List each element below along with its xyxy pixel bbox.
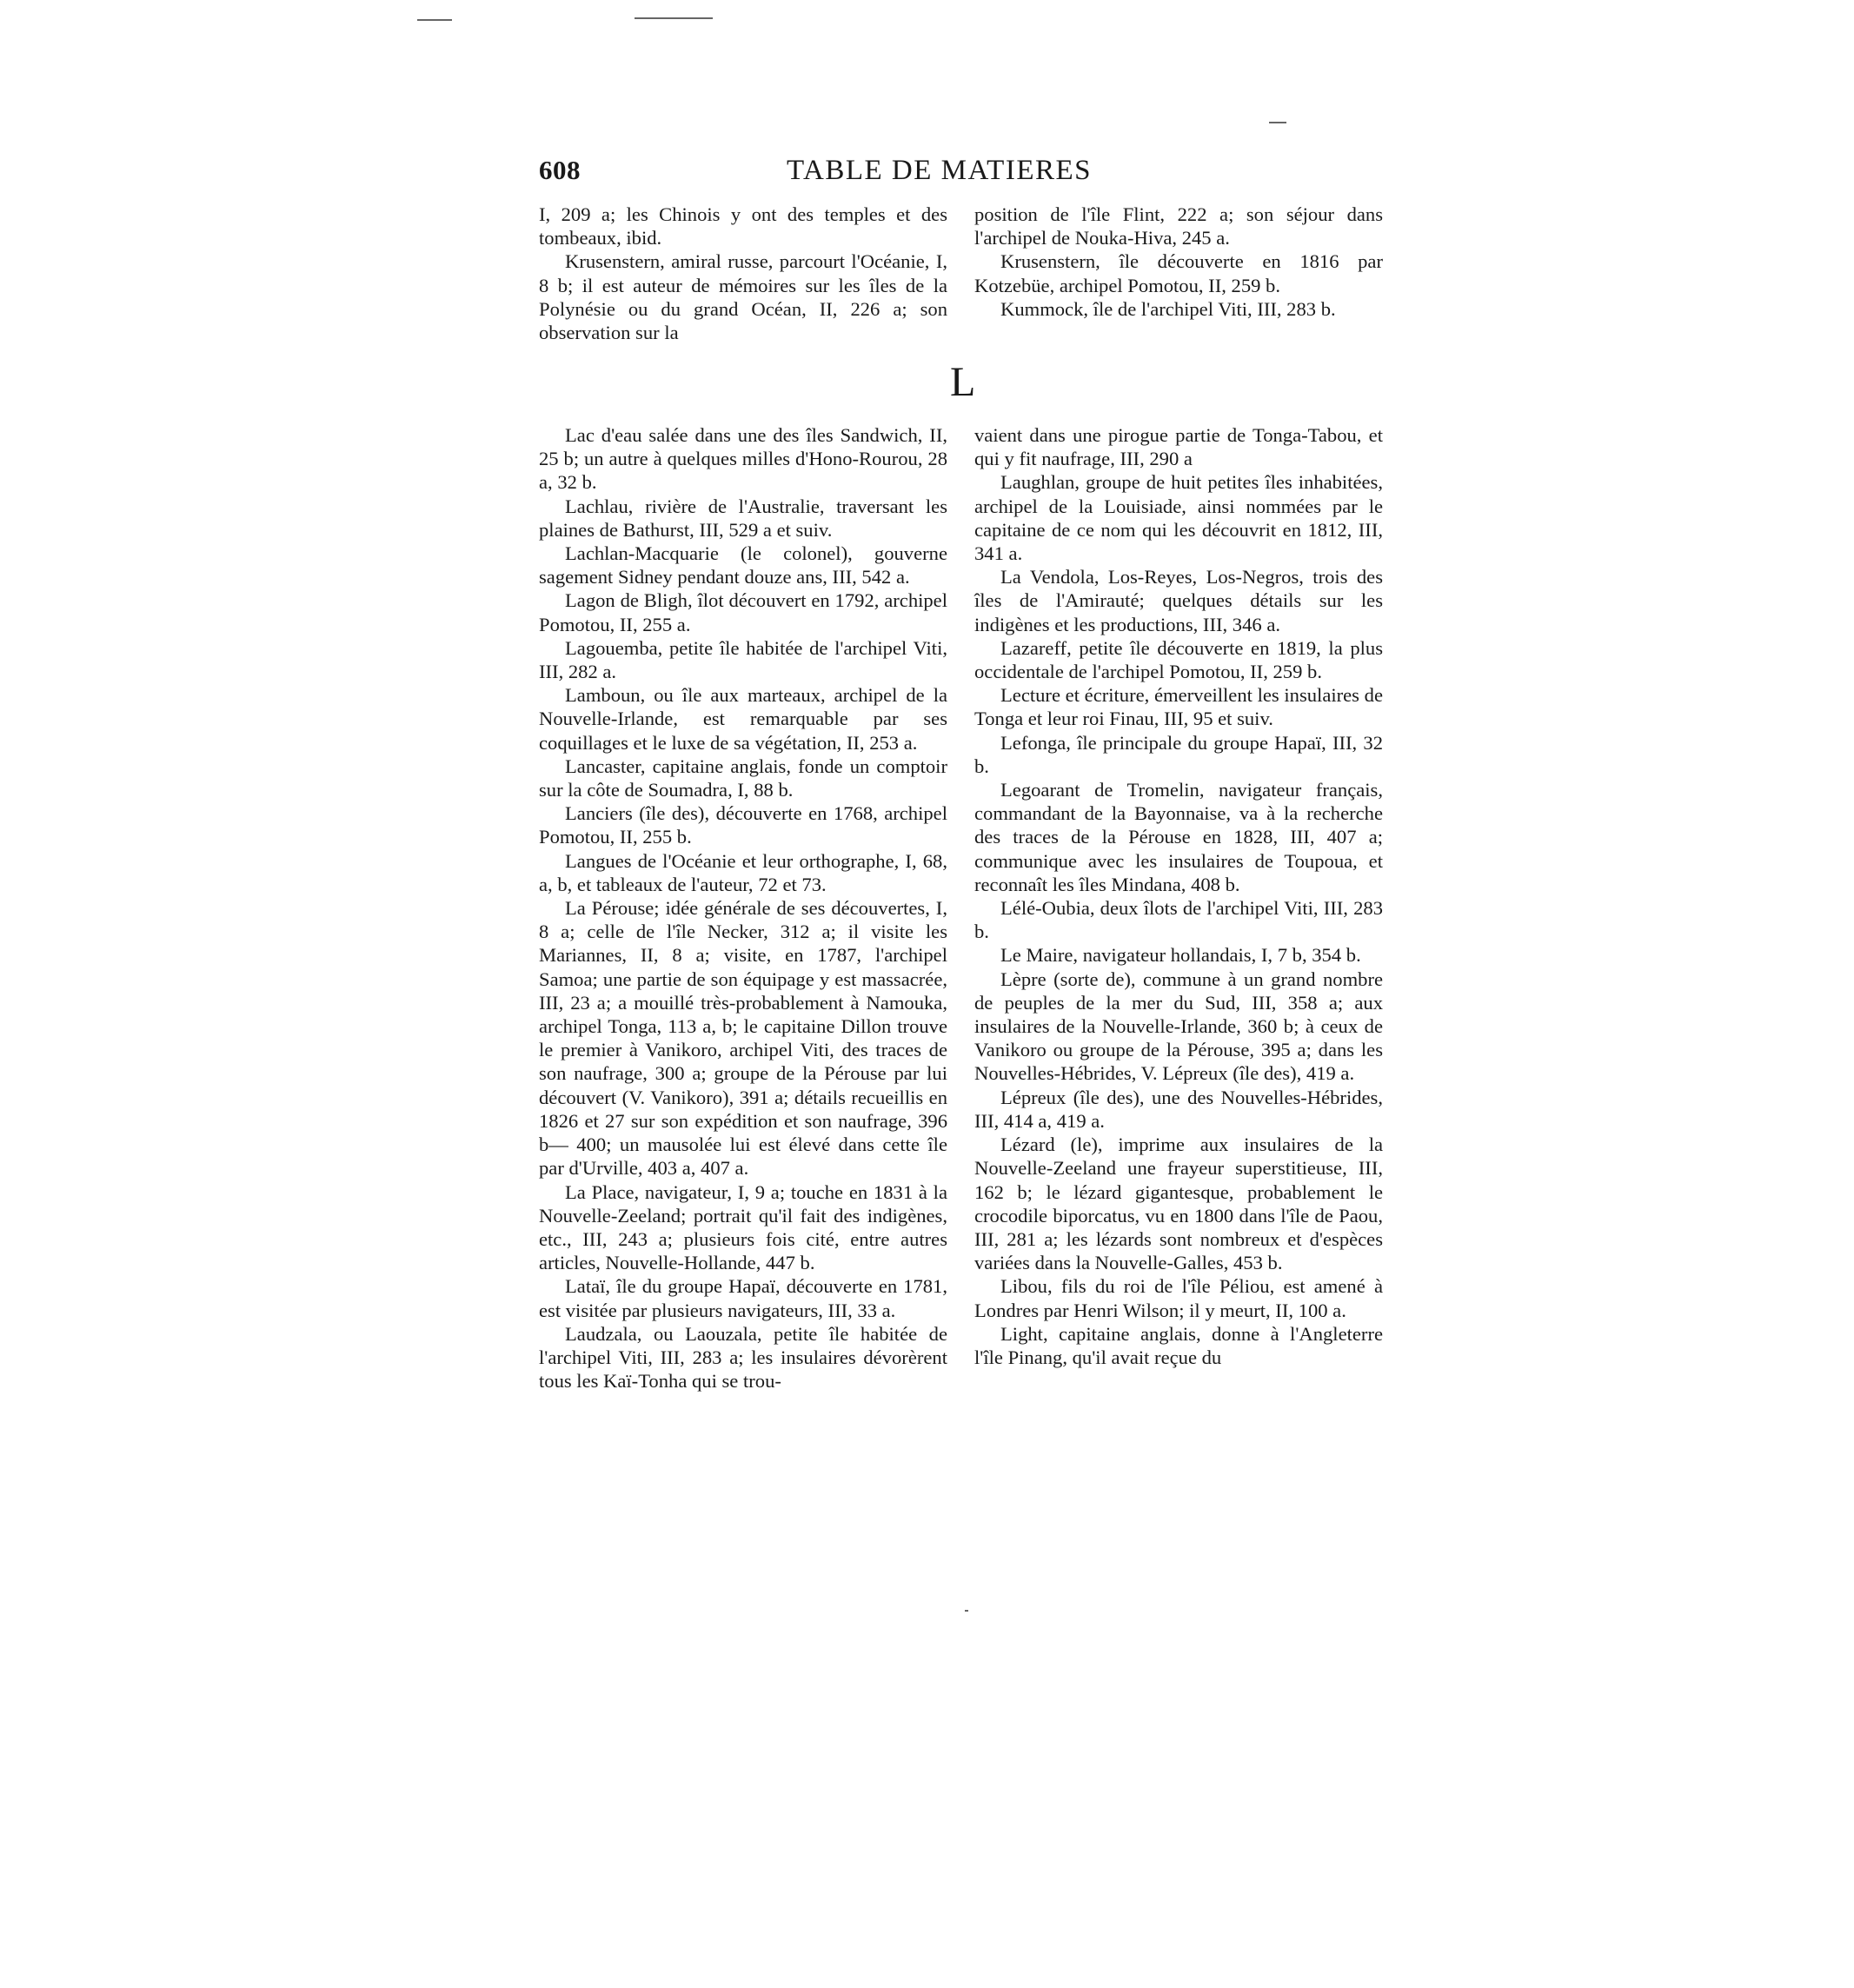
index-entry: Lecture et écriture, émerveillent les insulaires de Tonga et leur roi Finau, III, 95 et suiv. bbox=[974, 684, 1383, 730]
index-entry: La Place, navigateur, I, 9 a; touche en 1831 à la Nouvelle-Zeeland; portrait qu'il fait des indigènes, etc., III, 243 a; plusieurs fois cité, entre autres articles, Nouvelle-Hollande, 447 b. bbox=[539, 1180, 947, 1274]
section-letter-heading: L bbox=[950, 359, 976, 405]
index-entry: Kummock, île de l'archipel Viti, III, 283 b. bbox=[1000, 297, 1336, 320]
index-entry: Lamboun, ou île aux marteaux, archipel de la Nouvelle-Irlande, est remarquable par ses coquillages et le luxe de sa végétation, II, 253 a. bbox=[539, 684, 947, 754]
index-entry: Libou, fils du roi de l'île Péliou, est amené à Londres par Henri Wilson; il y meurt, II, 100 a. bbox=[974, 1275, 1383, 1321]
index-entry: Lachlan-Macquarie (le colonel), gouverne sagement Sidney pendant douze ans, III, 542 a. bbox=[539, 542, 947, 588]
index-entry: Krusenstern, île découverte en 1816 par Kotzebüe, archipel Pomotou, II, 259 b. bbox=[974, 250, 1383, 296]
index-entry: Light, capitaine anglais, donne à l'Angleterre l'île Pinang, qu'il avait reçue du bbox=[974, 1322, 1383, 1368]
index-entry: Lélé-Oubia, deux îlots de l'archipel Viti, III, 283 b. bbox=[974, 897, 1383, 943]
index-entry: Krusenstern, amiral russe, parcourt l'Océanie, I, 8 b; il est auteur de mémoires sur les îles de la Polynésie ou du grand Océan, II, 226 a; son observation sur la bbox=[539, 250, 947, 344]
index-entry: La Pérouse; idée générale de ses découvertes, I, 8 a; celle de l'île Necker, 312 a; il visite les Mariannes, II, 8 a; visite, en 1787, l'archipel Samoa; une partie de son équipage y est massacrée, III, 23 a; a mouillé très-probablement à Namouka, archipel Tonga, 113 a, b; le capitaine Dillon trouve le premier à Vanikoro, archipel Viti, des traces de son naufrage, 300 a; groupe de la Pérouse par lui découvert (V. Vanikoro), 391 a; détails recueillis en 1826 et 27 sur son expédition et son naufrage, 396 b— 400; un mausolée lui est élevé dans cette île par d'Urville, 403 a, 407 a. bbox=[539, 897, 947, 1180]
index-entry: Lanciers (île des), découverte en 1768, archipel Pomotou, II, 255 b. bbox=[539, 802, 947, 848]
scan-speck bbox=[417, 19, 452, 21]
left-column bbox=[539, 423, 947, 1393]
index-entry: Lèpre (sorte de), commune à un grand nombre de peuples de la mer du Sud, III, 358 a; aux insulaires de la Nouvelle-Irlande, 360 b; à ceux de Vanikoro ou groupe de la Pérouse, 395 a; dans les Nouvelles-Hébrides, V. Lépreux (île des), 419 a. bbox=[974, 967, 1383, 1085]
scan-speck bbox=[635, 17, 713, 19]
index-entry: Lagouemba, petite île habitée de l'archipel Viti, III, 282 a. bbox=[539, 636, 947, 683]
scan-speck bbox=[1269, 122, 1286, 123]
scan-speck bbox=[965, 1610, 968, 1612]
index-entry: Lagon de Bligh, îlot découvert en 1792, archipel Pomotou, II, 255 a. bbox=[539, 589, 947, 635]
index-entry: I, 209 a; les Chinois y ont des temples et des tombeaux, ibid. bbox=[539, 203, 947, 249]
index-entry: vaient dans une pirogue partie de Tonga-Tabou, et qui y fit naufrage, III, 290 a bbox=[974, 424, 1383, 470]
index-entry: Laudzala, ou Laouzala, petite île habitée de l'archipel Viti, III, 283 a; les insulaires dévorèrent tous les Kaï-Tonha qui se trou- bbox=[539, 1322, 947, 1393]
top-left-column bbox=[539, 203, 947, 344]
index-entry: position de l'île Flint, 222 a; son séjour dans l'archipel de Nouka-Hiva, 245 a. bbox=[974, 203, 1383, 249]
index-entry: Lézard (le), imprime aux insulaires de la Nouvelle-Zeeland une frayeur superstitieuse, III, 162 b; le lézard gigantesque, probablement le crocodile biporcatus, vu en 1800 dans l'île de Paou, III, 281 a; les lézards sont nombreux et d'espèces variées dans la Nouvelle-Galles, 453 b. bbox=[974, 1134, 1383, 1274]
index-entry: La Vendola, Los-Reyes, Los-Negros, trois des îles de l'Amirauté; quelques détails sur les indigènes et les productions, III, 346 a. bbox=[974, 566, 1383, 635]
index-entry: Lancaster, capitaine anglais, fonde un comptoir sur la côte de Soumadra, I, 88 b. bbox=[539, 755, 947, 801]
index-entry: Lataï, île du groupe Hapaï, découverte en 1781, est visitée par plusieurs navigateurs, III, 33 a. bbox=[539, 1275, 947, 1321]
right-column bbox=[974, 423, 1383, 1369]
running-title: TABLE DE MATIERES bbox=[787, 155, 1093, 186]
index-entry: Legoarant de Tromelin, navigateur français, commandant de la Bayonnaise, va à la recherche des traces de la Pérouse en 1828, III, 407 a; communique avec les insulaires de Toupoua, et reconnaît les îles Mindana, 408 b. bbox=[974, 779, 1383, 895]
index-entry: Lépreux (île des), une des Nouvelles-Hébrides, III, 414 a, 419 a. bbox=[974, 1086, 1383, 1132]
index-entry: Le Maire, navigateur hollandais, I, 7 b, 354 b. bbox=[1000, 944, 1361, 967]
index-entry: Lazareff, petite île découverte en 1819, la plus occidentale de l'archipel Pomotou, II, 259 b. bbox=[974, 636, 1383, 683]
index-entry: Langues de l'Océanie et leur orthographe, I, 68, a, b, et tableaux de l'auteur, 72 et 73. bbox=[539, 849, 947, 895]
index-entry: Laughlan, groupe de huit petites îles inhabitées, archipel de la Louisiade, ainsi nommées par le capitaine de ce nom qui les découvrit en 1812, III, 341 a. bbox=[974, 471, 1383, 565]
index-entry: Lachlau, rivière de l'Australie, traversant les plaines de Bathurst, III, 529 a et suiv. bbox=[539, 495, 947, 541]
page-number: 608 bbox=[539, 155, 581, 185]
index-entry: Lefonga, île principale du groupe Hapaï, III, 32 b. bbox=[974, 731, 1383, 777]
top-right-column bbox=[974, 203, 1383, 321]
index-entry: Lac d'eau salée dans une des îles Sandwich, II, 25 b; un autre à quelques milles d'Hono-Rourou, 28 a, 32 b. bbox=[539, 424, 947, 494]
